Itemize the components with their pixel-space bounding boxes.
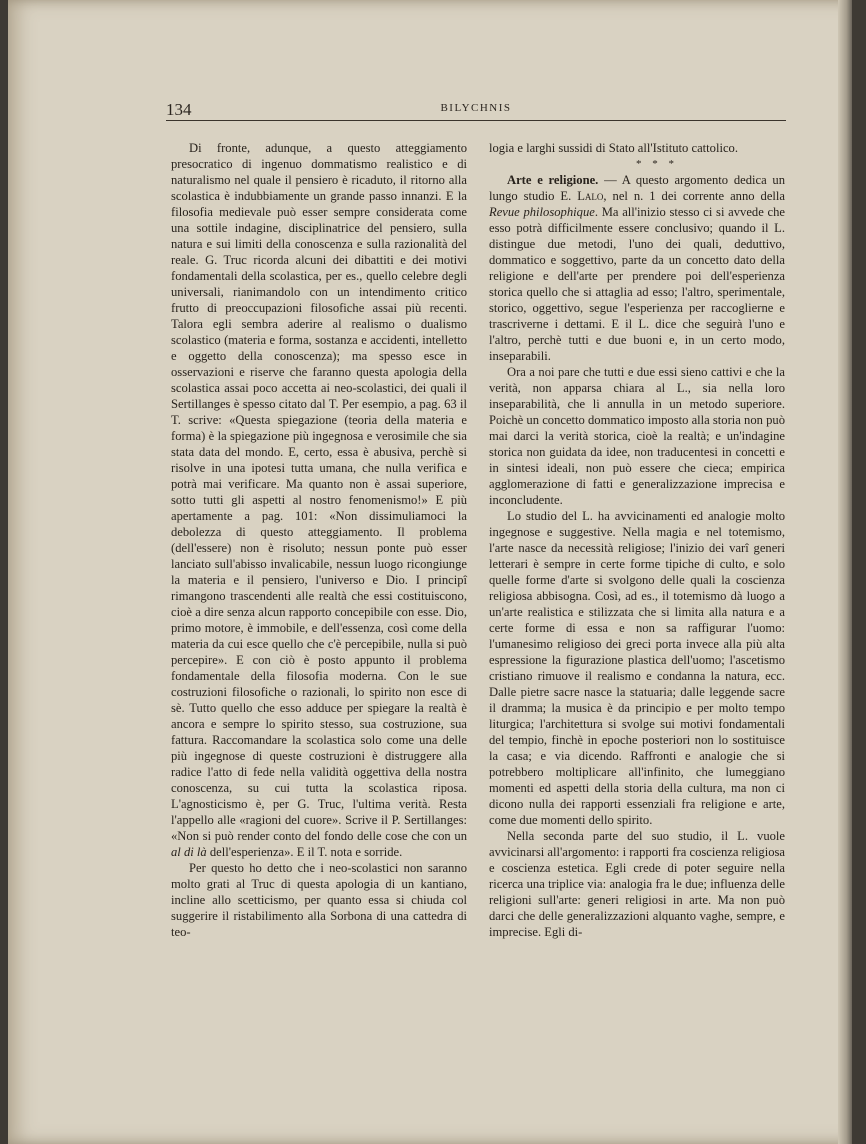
section-separator: * * * — [636, 158, 678, 170]
paragraph: Nella seconda parte del suo studio, il L. vuole avvicinarsi all'argomento: i rapporti fra coscienza religiosa e coscienza estetica. Egli crede di poter seguire nella ricerca una triplice via: analogia fra le due; influenza delle religioni sull'arte: generi religiosi in arte. Ma non può darci che delle generalizzazioni alquanto vaghe, sempre, e imprecise. Egli di- — [489, 829, 785, 939]
paragraph: Ora a noi pare che tutti e due essi sieno cattivi e che la verità, non apparsa chiara al L., sia nella loro inseparabilità, che li annulla in un metodo superiore. Poichè un concetto dommatico imposto alla storia non può mai darci la verità storica, cioè la realtà; e un'indagine storica non guidata da idee, non traducentesi in concetti e in sintesi ideali, non può essere che cieca; empirica agglomerazione di fatti e generalizzazione imprecisa e inconcludente. — [489, 365, 785, 507]
page-header — [166, 100, 786, 121]
paragraph-continuation: logia e larghi sussidi di Stato all'Istituto cattolico. — [489, 141, 738, 155]
paragraph: Per questo ho detto che i neo-scolastici non saranno molto grati al Truc di questa apologia di un kantiano, incline allo scetticismo, per quanto essa si chiuda col suggerire il ristabilimento alla Sorbona di una cattedra di teo- — [171, 861, 467, 939]
paragraph: Lo studio del L. ha avvicinamenti ed analogie molto ingegnose e suggestive. Nella magia e nel totemismo, l'arte nasce da necessità religiose; l'inizio dei varî generi letterari è sempre in certe forme tipiche di culto, e solo quelle forme d'arte si svolgono delle quali la coscienza religiosa abbisogna. Così, ad es., il totemismo dà luogo a un'arte realistica e stilizzata che si limita alla natura e a certe forme di essa e non sa raffigurar l'uomo: l'umanesimo religioso dei greci porta invece alla più alta espressione la figurazione plastica dell'uomo; l'ascetismo cristiano rimuove il realismo e condanna la natura, ecc. Dalle pietre sacre nasce la statuaria; dalle leggende sacre il dramma; la musica è da principio e per molto tempo liturgica; l'architettura si svolge sui motivi fondamentali del tempio, finchè in epoche posteriori non lo sostituisce la casa; e via dicendo. Raffronti e analogie che si potrebbero moltiplicare all'infinito, che lumeggiano momenti ed aspetti della storia della cultura, ma non ci dicono nulla dei rapporti essenziali fra religione e arte, come due momenti dello spirito. — [489, 509, 785, 827]
paragraph: Arte e religione. — A questo argomento dedica un lungo studio E. Lalo, nel n. 1 dei corrente anno della Revue philosophique. Ma all'inizio stesso ci si avvede che esso potrà difficilmente essere conclusivo; quando il L. distingue due metodi, l'uno dei quali, deduttivo, dommatico e soggettivo, parte da un concetto dato della religione e dell'arte per prendere poi dell'esperienza storica quello che si attaglia ad esso; l'altro, sperimentale, storico, oggettivo, segue l'esperienza per raccoglierne e trascriverne i dettami. E il L. dice che seguirà l'uno e l'altro, perchè tutti e due buoni e, in un certo modo, inseparabili. — [489, 173, 786, 363]
page-edge — [838, 0, 852, 1144]
left-column — [171, 140, 467, 940]
journal-page — [8, 0, 852, 1144]
right-column — [489, 140, 785, 940]
paragraph: Di fronte, adunque, a questo atteggiamento presocratico di ingenuo dommatismo realistico e di naturalismo nel quale il pensiero è ricaduto, il ritorno alla scolastica è indubbiamente un grande passo innanzi. E la filosofia medievale può esser sempre considerata come una sottile indagine, disciplinatrice del pensiero, sulla natura e sui limiti della conoscenza e sulla razionalità del reale. G. Truc ricorda alcuni dei dibattiti e dei motivi fondamentali della scolastica, per es., quello celebre degli universali, rianimandolo con un intendimento critico frutto di preoccupazioni filosofiche assai più recenti. Talora egli sembra aderire al realismo o dualismo scolastico (materia e forma, sostanza e accidenti, intelletto e oggetto della conoscenza); ma spesso esce in osservazioni e riserve che faranno questa apologia della scolastica assai poco accetta ai neo-scolastici, dei quali il Sertillanges è spesso citato dal T. Per esempio, a pag. 63 il T. scrive: «Questa spiegazione (teoria della materia e forma) è la spiegazione più ingegnosa e verosimile che sia stata data del mondo. E, certo, essa è abusiva, perchè si risolve in una ipotesi tutta umana, che nulla verifica e potrà mai verificare. Ma quanto non è assai superiore, sotto tutti gli aspetti al nostro fenomenismo!» E più apertamente a pag. 101: «Non dissimuliamoci la debolezza di questo atteggiamento. Il problema (dell'essere) non è risoluto; nessun ponte può esser lanciato sull'abisso invalicabile, nessun luogo ricongiunge la materia e il pensiero, l'universo e Dio. I principî rimangono trascendenti alle realtà che essi costituiscono, cioè a dire senza alcun rapporto concepibile con esse. Dio, primo motore, è immobile, e dell'essenza, così come della materia da cui esce quello che c'è percepibile, nulla si può percepire». E con ciò è posto appunto il problema fondamentale della filosofia moderna. Con le sue costruzioni filosofiche o razionali, lo spirito non esce di sè. Tutto quello che esso adduce per spiegare la realtà è ancora e sempre lo spirito stesso, sua costruzione, sua fattura. Raccomandare la scolastica solo come una delle più ingegnose di queste costruzioni è distruggere alla radice l'atto di fede nella validità oggettiva della nostra conoscenza, su cui tutta la scolastica riposa. L'agnosticismo è, per G. Truc, l'ultima verità. Resta l'appello alle «ragioni del cuore». Scrive il P. Sertillanges: «Non si può render conto del fondo delle cose che con un al di là dell'esperienza». E il T. nota e sorride. — [171, 141, 467, 859]
page-number: 134 — [166, 100, 192, 119]
running-title: BILYCHNIS — [440, 102, 512, 114]
section-title: Arte e religione. — [507, 173, 599, 187]
